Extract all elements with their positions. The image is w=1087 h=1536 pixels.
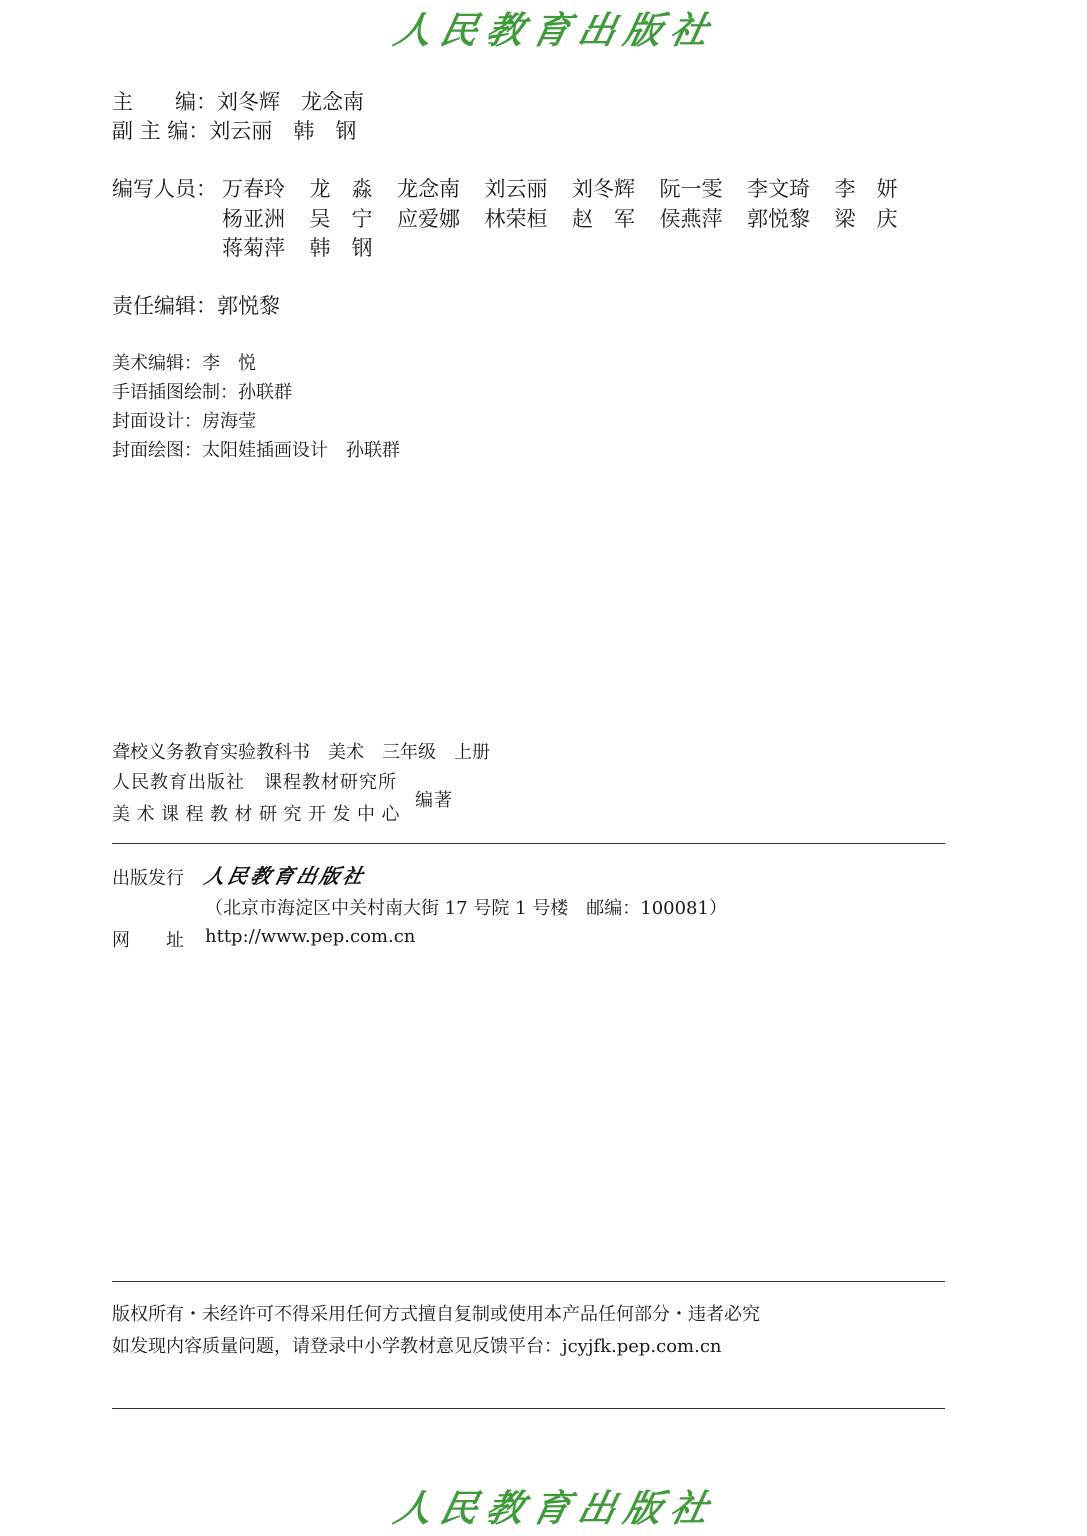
writer-name: 梁 庆 xyxy=(834,207,898,231)
cover-illustration-credit: 封面绘图：太阳娃插画设计 孙联群 xyxy=(112,440,400,461)
website-link[interactable]: http://www.pep.com.cn xyxy=(205,926,416,947)
writer-name: 刘云丽 xyxy=(484,177,548,201)
writer-name: 刘冬辉 xyxy=(572,177,635,201)
website-label: 网 址 xyxy=(112,930,184,951)
writer-name: 蒋菊萍 xyxy=(222,236,285,260)
writer-name: 韩 钢 xyxy=(309,236,373,260)
cover-design-credit: 封面设计：房海莹 xyxy=(112,411,256,432)
writer-name: 龙 淼 xyxy=(309,177,373,201)
responsible-editor-name: 郭悦黎 xyxy=(217,294,280,318)
divider xyxy=(112,1408,945,1409)
writers-row-3 xyxy=(222,232,397,262)
writer-name: 李文琦 xyxy=(747,177,810,201)
writers-row-2 xyxy=(222,203,922,233)
writer-name: 应爱娜 xyxy=(397,207,460,231)
book-title: 聋校义务教育实验教科书 美术 三年级 上册 xyxy=(112,742,490,763)
deputy-editor-names: 刘云丽 韩 钢 xyxy=(209,119,357,143)
writer-name: 杨亚洲 xyxy=(222,207,285,231)
writer-name: 李 妍 xyxy=(834,177,898,201)
publisher-address: （北京市海淀区中关村南大街 17 号院 1 号楼 邮编：100081） xyxy=(205,898,727,919)
writer-name: 阮一雯 xyxy=(659,177,723,201)
deputy-editor-label: 副 主 编： xyxy=(112,119,210,143)
writer-name: 郭悦黎 xyxy=(747,207,810,231)
writer-name: 吴 宁 xyxy=(309,207,373,231)
responsible-editor-label: 责任编辑： xyxy=(112,294,217,318)
publisher-label: 出版发行 xyxy=(112,868,184,889)
chief-editor-row xyxy=(112,86,364,116)
writers-label: 编写人员： xyxy=(112,177,217,201)
compiled-label: 编著 xyxy=(415,790,453,811)
deputy-editor-row xyxy=(112,115,356,145)
art-editor-credit: 美术编辑：李 悦 xyxy=(112,353,256,374)
responsible-editor-row xyxy=(112,290,280,320)
sign-language-credit: 手语插图绘制：孙联群 xyxy=(112,382,292,403)
writer-name: 万春玲 xyxy=(222,177,285,201)
publisher-logo-inline: 人民教育出版社 xyxy=(202,864,369,888)
writers-row-1 xyxy=(222,173,922,203)
writer-name: 林荣桓 xyxy=(484,207,548,231)
chief-editor-names: 刘冬辉 龙念南 xyxy=(217,90,364,114)
feedback-notice: 如发现内容质量问题，请登录中小学教材意见反馈平台：jcyjfk.pep.com.cn xyxy=(112,1336,722,1357)
copyright-notice: 版权所有・未经许可不得采用任何方式擅自复制或使用本产品任何部分・违者必究 xyxy=(112,1304,760,1325)
author-line-2: 美术课程教材研究开发中心 xyxy=(112,804,406,825)
writer-name: 龙念南 xyxy=(397,177,460,201)
publisher-logo-top: 人民教育出版社 xyxy=(390,8,722,52)
writer-name: 赵 军 xyxy=(572,207,635,231)
chief-editor-label: 主 编： xyxy=(112,90,217,114)
publisher-logo-bottom: 人民教育出版社 xyxy=(390,1486,722,1530)
divider xyxy=(112,1281,945,1282)
divider xyxy=(112,843,945,844)
author-line-1: 人民教育出版社 课程教材研究所 xyxy=(112,772,397,793)
writer-name: 侯燕萍 xyxy=(659,207,723,231)
